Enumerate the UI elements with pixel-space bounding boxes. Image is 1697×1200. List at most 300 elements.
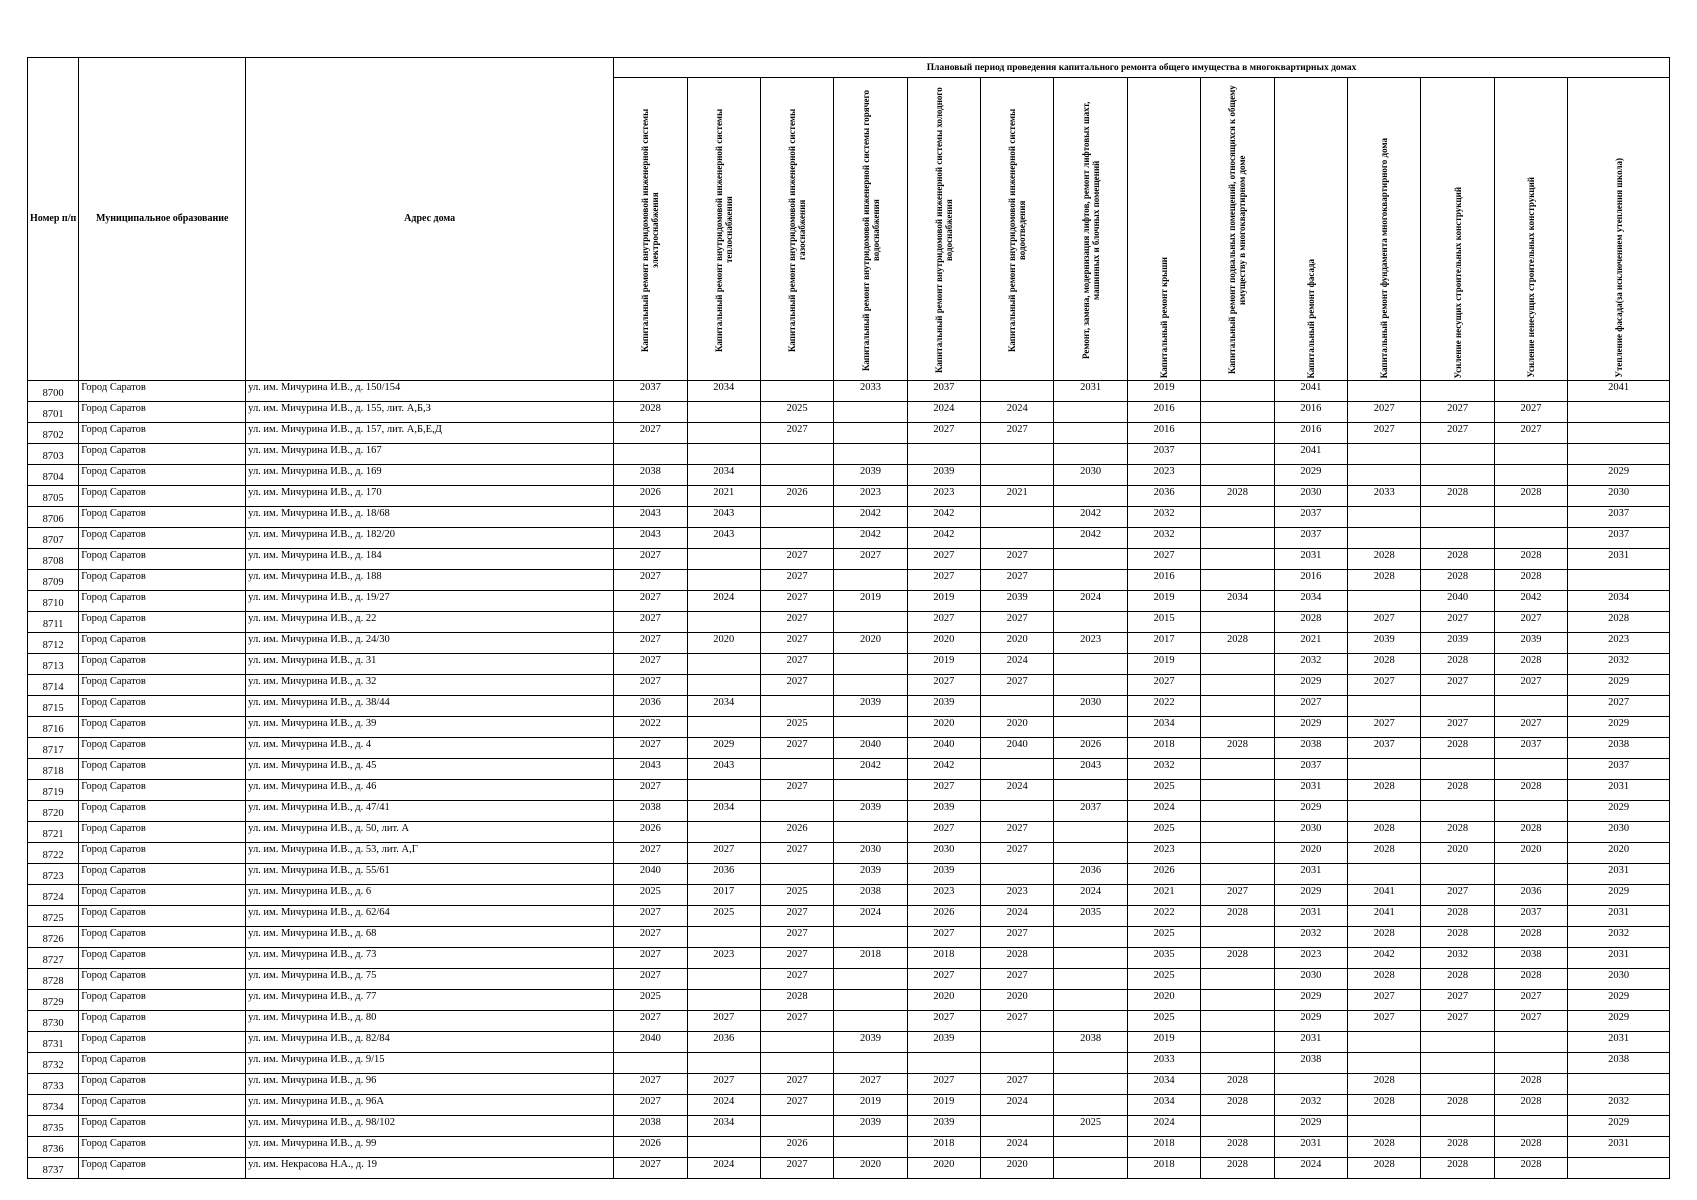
row-year-cell: 2038 xyxy=(1568,1053,1670,1074)
row-year-cell: 2025 xyxy=(1054,1116,1127,1137)
row-year-cell: 2023 xyxy=(1127,465,1200,486)
row-year-cell: 2027 xyxy=(760,843,833,864)
row-year-cell: 2027 xyxy=(1568,696,1670,717)
row-year-cell: 2029 xyxy=(1274,885,1347,906)
table-row xyxy=(28,549,1670,570)
row-year-cell: 2026 xyxy=(907,906,980,927)
row-year-cell: 2027 xyxy=(614,570,687,591)
row-year-cell xyxy=(1201,822,1274,843)
row-year-cell: 2028 xyxy=(1421,1158,1494,1179)
row-year-cell: 2027 xyxy=(981,549,1054,570)
row-year-cell xyxy=(1054,654,1127,675)
row-municipality: Город Саратов xyxy=(79,612,246,633)
row-year-cell: 2020 xyxy=(981,990,1054,1011)
row-year-cell: 2022 xyxy=(614,717,687,738)
row-year-cell: 2028 xyxy=(1494,654,1567,675)
row-year-cell xyxy=(1421,528,1494,549)
row-number: 8729 xyxy=(28,990,79,1011)
table-row xyxy=(28,675,1670,696)
row-year-cell xyxy=(981,381,1054,402)
row-address: ул. им. Мичурина И.В., д. 77 xyxy=(246,990,614,1011)
row-year-cell: 2031 xyxy=(1274,1137,1347,1158)
row-year-cell: 2027 xyxy=(907,927,980,948)
row-number: 8708 xyxy=(28,549,79,570)
row-year-cell: 2027 xyxy=(981,423,1054,444)
row-year-cell xyxy=(1568,570,1670,591)
header-row-top xyxy=(28,58,1670,78)
table-row xyxy=(28,696,1670,717)
row-year-cell: 2037 xyxy=(1348,738,1421,759)
row-year-cell: 2027 xyxy=(1494,990,1567,1011)
row-year-cell xyxy=(1054,1074,1127,1095)
header-work-type xyxy=(1274,78,1347,381)
row-year-cell: 2023 xyxy=(1054,633,1127,654)
row-year-cell xyxy=(834,1137,907,1158)
header-work-type xyxy=(981,78,1054,381)
row-municipality: Город Саратов xyxy=(79,381,246,402)
row-year-cell: 2034 xyxy=(687,696,760,717)
row-year-cell xyxy=(687,927,760,948)
row-municipality: Город Саратов xyxy=(79,990,246,1011)
row-year-cell: 2030 xyxy=(1054,696,1127,717)
row-municipality: Город Саратов xyxy=(79,1011,246,1032)
row-year-cell xyxy=(834,612,907,633)
row-year-cell: 2023 xyxy=(687,948,760,969)
row-year-cell xyxy=(1348,507,1421,528)
row-year-cell: 2043 xyxy=(687,507,760,528)
row-year-cell: 2027 xyxy=(981,969,1054,990)
row-year-cell: 2019 xyxy=(907,1095,980,1116)
row-year-cell: 2028 xyxy=(1421,549,1494,570)
row-year-cell: 2027 xyxy=(1348,717,1421,738)
row-year-cell: 2030 xyxy=(1054,465,1127,486)
row-year-cell: 2027 xyxy=(760,738,833,759)
row-year-cell: 2027 xyxy=(1348,402,1421,423)
row-year-cell xyxy=(1494,444,1567,465)
row-year-cell: 2024 xyxy=(1054,591,1127,612)
row-year-cell: 2039 xyxy=(834,1032,907,1053)
row-year-cell: 2023 xyxy=(1568,633,1670,654)
row-year-cell xyxy=(760,1032,833,1053)
row-year-cell xyxy=(834,423,907,444)
table-row xyxy=(28,780,1670,801)
row-year-cell: 2027 xyxy=(614,906,687,927)
row-year-cell: 2028 xyxy=(1494,780,1567,801)
row-year-cell xyxy=(1054,1053,1127,1074)
header-work-type xyxy=(1421,78,1494,381)
table-row xyxy=(28,822,1670,843)
row-year-cell xyxy=(1201,402,1274,423)
row-year-cell: 2026 xyxy=(1054,738,1127,759)
capital-repair-table xyxy=(27,57,1670,1179)
row-municipality: Город Саратов xyxy=(79,801,246,822)
row-year-cell: 2039 xyxy=(907,465,980,486)
row-year-cell xyxy=(760,465,833,486)
row-year-cell: 2022 xyxy=(1127,696,1200,717)
header-work-type-label: Капитальный ремонт внутридомовой инженерной системы теплоснабжения xyxy=(713,108,734,352)
row-municipality: Город Саратов xyxy=(79,528,246,549)
row-year-cell xyxy=(1054,843,1127,864)
row-year-cell: 2034 xyxy=(687,801,760,822)
row-year-cell xyxy=(1421,696,1494,717)
header-work-type-label: Капитальный ремонт внутридомовой инженерной системы электроснабжения xyxy=(640,108,661,352)
row-year-cell: 2042 xyxy=(907,759,980,780)
row-year-cell xyxy=(1054,969,1127,990)
row-year-cell: 2039 xyxy=(907,1116,980,1137)
table-row xyxy=(28,423,1670,444)
row-year-cell: 2027 xyxy=(907,969,980,990)
row-year-cell: 2034 xyxy=(1127,1095,1200,1116)
row-year-cell xyxy=(1421,465,1494,486)
row-year-cell xyxy=(1054,1011,1127,1032)
row-year-cell: 2024 xyxy=(981,654,1054,675)
row-year-cell xyxy=(760,381,833,402)
row-year-cell: 2028 xyxy=(1348,1137,1421,1158)
row-year-cell xyxy=(981,696,1054,717)
row-year-cell: 2027 xyxy=(907,822,980,843)
row-year-cell: 2027 xyxy=(1421,717,1494,738)
row-year-cell: 2042 xyxy=(1054,528,1127,549)
row-year-cell: 2027 xyxy=(1421,612,1494,633)
row-year-cell xyxy=(1201,717,1274,738)
row-year-cell xyxy=(1054,822,1127,843)
row-year-cell: 2026 xyxy=(614,822,687,843)
row-year-cell: 2021 xyxy=(981,486,1054,507)
header-work-type-label: Капитальный ремонт внутридомовой инженерной системы холодного водоснабжения xyxy=(933,87,954,373)
row-year-cell xyxy=(1348,465,1421,486)
row-year-cell: 2027 xyxy=(981,1074,1054,1095)
row-address: ул. им. Мичурина И.В., д. 75 xyxy=(246,969,614,990)
row-year-cell: 2034 xyxy=(687,1116,760,1137)
row-year-cell: 2027 xyxy=(907,780,980,801)
row-year-cell: 2028 xyxy=(1201,486,1274,507)
table-row xyxy=(28,507,1670,528)
row-year-cell xyxy=(1201,507,1274,528)
row-year-cell: 2037 xyxy=(1494,738,1567,759)
row-year-cell: 2024 xyxy=(687,1095,760,1116)
row-year-cell: 2042 xyxy=(834,528,907,549)
row-year-cell: 2027 xyxy=(614,423,687,444)
row-year-cell: 2032 xyxy=(1127,528,1200,549)
row-number: 8718 xyxy=(28,759,79,780)
row-year-cell xyxy=(1054,675,1127,696)
row-municipality: Город Саратов xyxy=(79,717,246,738)
row-year-cell: 2028 xyxy=(1494,570,1567,591)
row-year-cell: 2027 xyxy=(1274,696,1347,717)
row-year-cell: 2025 xyxy=(760,885,833,906)
capital-repair-schedule-sheet xyxy=(27,57,1670,1179)
row-year-cell: 2028 xyxy=(1494,549,1567,570)
row-number: 8719 xyxy=(28,780,79,801)
row-number: 8724 xyxy=(28,885,79,906)
row-year-cell: 2028 xyxy=(1348,654,1421,675)
row-year-cell: 2021 xyxy=(687,486,760,507)
row-year-cell xyxy=(1494,1116,1567,1137)
row-year-cell: 2028 xyxy=(1494,1095,1567,1116)
row-year-cell: 2037 xyxy=(907,381,980,402)
table-row xyxy=(28,1032,1670,1053)
row-year-cell: 2042 xyxy=(834,507,907,528)
header-work-type xyxy=(1201,78,1274,381)
header-work-type-label: Усиление ненесущих строительных конструкций xyxy=(1526,177,1537,378)
table-body xyxy=(28,381,1670,1179)
row-year-cell: 2024 xyxy=(981,1137,1054,1158)
row-year-cell: 2040 xyxy=(1421,591,1494,612)
row-number: 8733 xyxy=(28,1074,79,1095)
row-year-cell xyxy=(687,444,760,465)
row-year-cell xyxy=(1201,759,1274,780)
row-address: ул. им. Мичурина И.В., д. 22 xyxy=(246,612,614,633)
row-municipality: Город Саратов xyxy=(79,1095,246,1116)
row-year-cell: 2025 xyxy=(1127,780,1200,801)
row-year-cell: 2039 xyxy=(907,801,980,822)
row-year-cell xyxy=(1201,444,1274,465)
header-work-type xyxy=(760,78,833,381)
row-address: ул. им. Мичурина И.В., д. 45 xyxy=(246,759,614,780)
row-municipality: Город Саратов xyxy=(79,654,246,675)
row-year-cell xyxy=(834,1011,907,1032)
row-year-cell: 2032 xyxy=(1421,948,1494,969)
row-year-cell: 2034 xyxy=(1201,591,1274,612)
row-year-cell: 2037 xyxy=(1054,801,1127,822)
row-address: ул. им. Мичурина И.В., д. 9/15 xyxy=(246,1053,614,1074)
row-year-cell: 2019 xyxy=(1127,1032,1200,1053)
row-year-cell xyxy=(1201,465,1274,486)
row-year-cell xyxy=(1054,549,1127,570)
row-year-cell: 2027 xyxy=(1421,675,1494,696)
row-municipality: Город Саратов xyxy=(79,696,246,717)
row-year-cell: 2038 xyxy=(834,885,907,906)
row-year-cell: 2019 xyxy=(907,591,980,612)
row-address: ул. им. Мичурина И.В., д. 6 xyxy=(246,885,614,906)
header-work-type xyxy=(834,78,907,381)
row-year-cell: 2019 xyxy=(1127,381,1200,402)
row-municipality: Город Саратов xyxy=(79,969,246,990)
table-row xyxy=(28,948,1670,969)
header-work-type-label: Усиление несущих строительных конструкций xyxy=(1452,186,1463,378)
row-address: ул. им. Мичурина И.В., д. 99 xyxy=(246,1137,614,1158)
row-number: 8717 xyxy=(28,738,79,759)
row-year-cell xyxy=(1274,1074,1347,1095)
row-year-cell: 2020 xyxy=(981,633,1054,654)
row-year-cell: 2028 xyxy=(1421,486,1494,507)
row-year-cell: 2034 xyxy=(1568,591,1670,612)
row-municipality: Город Саратов xyxy=(79,738,246,759)
row-year-cell: 2019 xyxy=(834,1095,907,1116)
row-year-cell: 2027 xyxy=(760,549,833,570)
row-year-cell: 2018 xyxy=(1127,1158,1200,1179)
row-year-cell: 2024 xyxy=(1127,801,1200,822)
header-work-type xyxy=(907,78,980,381)
row-year-cell: 2027 xyxy=(760,1011,833,1032)
table-row xyxy=(28,990,1670,1011)
header-municipality: Муниципальное образование xyxy=(79,58,246,381)
row-year-cell: 2027 xyxy=(1348,675,1421,696)
row-year-cell xyxy=(760,507,833,528)
row-year-cell: 2033 xyxy=(834,381,907,402)
row-address: ул. им. Мичурина И.В., д. 157, лит. А,Б,Е,Д xyxy=(246,423,614,444)
row-address: ул. им. Мичурина И.В., д. 167 xyxy=(246,444,614,465)
row-year-cell: 2021 xyxy=(1127,885,1200,906)
row-year-cell: 2037 xyxy=(614,381,687,402)
row-address: ул. им. Мичурина И.В., д. 184 xyxy=(246,549,614,570)
table-header xyxy=(28,58,1670,381)
row-year-cell: 2039 xyxy=(834,801,907,822)
row-year-cell xyxy=(834,717,907,738)
row-year-cell: 2027 xyxy=(687,1074,760,1095)
row-year-cell xyxy=(1054,486,1127,507)
row-year-cell: 2037 xyxy=(1568,528,1670,549)
row-year-cell: 2028 xyxy=(614,402,687,423)
header-work-type xyxy=(1348,78,1421,381)
row-year-cell: 2024 xyxy=(981,402,1054,423)
row-year-cell: 2034 xyxy=(1127,1074,1200,1095)
row-year-cell xyxy=(760,1116,833,1137)
row-year-cell: 2041 xyxy=(1274,381,1347,402)
header-planned-period: Плановый период проведения капитального ремонта общего имущества в многоквартирных домах xyxy=(614,58,1670,78)
row-year-cell: 2030 xyxy=(1568,969,1670,990)
row-year-cell: 2019 xyxy=(1127,591,1200,612)
row-year-cell xyxy=(1348,528,1421,549)
table-row xyxy=(28,843,1670,864)
row-address: ул. им. Мичурина И.В., д. 170 xyxy=(246,486,614,507)
row-year-cell xyxy=(1348,864,1421,885)
row-year-cell: 2020 xyxy=(1421,843,1494,864)
row-year-cell: 2028 xyxy=(981,948,1054,969)
row-year-cell: 2040 xyxy=(614,864,687,885)
row-year-cell xyxy=(981,465,1054,486)
row-year-cell xyxy=(687,549,760,570)
row-year-cell xyxy=(1201,381,1274,402)
row-year-cell: 2020 xyxy=(1568,843,1670,864)
row-year-cell xyxy=(834,675,907,696)
row-year-cell: 2037 xyxy=(1274,528,1347,549)
row-year-cell xyxy=(834,1053,907,1074)
row-year-cell: 2027 xyxy=(614,612,687,633)
row-address: ул. им. Мичурина И.В., д. 50, лит. А xyxy=(246,822,614,843)
row-year-cell: 2030 xyxy=(834,843,907,864)
row-year-cell: 2024 xyxy=(981,780,1054,801)
row-year-cell: 2027 xyxy=(614,633,687,654)
row-year-cell: 2018 xyxy=(907,948,980,969)
row-year-cell xyxy=(1054,402,1127,423)
row-year-cell: 2027 xyxy=(760,780,833,801)
row-year-cell xyxy=(1421,1053,1494,1074)
row-year-cell xyxy=(687,402,760,423)
row-year-cell: 2039 xyxy=(907,864,980,885)
row-year-cell xyxy=(1201,969,1274,990)
row-year-cell xyxy=(834,444,907,465)
row-year-cell xyxy=(834,822,907,843)
row-year-cell: 2030 xyxy=(1568,822,1670,843)
row-year-cell: 2031 xyxy=(1274,1032,1347,1053)
row-year-cell: 2031 xyxy=(1568,864,1670,885)
row-year-cell: 2028 xyxy=(1201,633,1274,654)
row-year-cell: 2032 xyxy=(1274,927,1347,948)
row-municipality: Город Саратов xyxy=(79,1074,246,1095)
row-year-cell: 2024 xyxy=(834,906,907,927)
row-year-cell: 2028 xyxy=(1201,1137,1274,1158)
row-year-cell: 2027 xyxy=(1421,423,1494,444)
row-year-cell xyxy=(1201,549,1274,570)
row-year-cell xyxy=(1201,927,1274,948)
row-municipality: Город Саратов xyxy=(79,759,246,780)
row-year-cell: 2028 xyxy=(1348,1158,1421,1179)
row-address: ул. им. Мичурина И.В., д. 4 xyxy=(246,738,614,759)
row-year-cell: 2020 xyxy=(907,717,980,738)
table-row xyxy=(28,885,1670,906)
row-year-cell: 2025 xyxy=(760,717,833,738)
row-number: 8710 xyxy=(28,591,79,612)
row-year-cell: 2019 xyxy=(907,654,980,675)
row-number: 8711 xyxy=(28,612,79,633)
row-year-cell: 2040 xyxy=(834,738,907,759)
table-row xyxy=(28,654,1670,675)
row-number: 8723 xyxy=(28,864,79,885)
row-number: 8737 xyxy=(28,1158,79,1179)
row-year-cell xyxy=(687,969,760,990)
row-year-cell: 2027 xyxy=(1348,612,1421,633)
row-year-cell: 2027 xyxy=(614,1011,687,1032)
row-year-cell: 2034 xyxy=(687,381,760,402)
header-work-type-label: Капитальный ремонт крыши xyxy=(1159,256,1170,378)
row-year-cell: 2025 xyxy=(614,885,687,906)
row-address: ул. им. Мичурина И.В., д. 55/61 xyxy=(246,864,614,885)
row-municipality: Город Саратов xyxy=(79,486,246,507)
row-year-cell: 2027 xyxy=(981,927,1054,948)
row-address: ул. им. Мичурина И.В., д. 18/68 xyxy=(246,507,614,528)
row-year-cell: 2027 xyxy=(907,1011,980,1032)
row-address: ул. им. Мичурина И.В., д. 32 xyxy=(246,675,614,696)
header-work-type xyxy=(687,78,760,381)
row-year-cell: 2027 xyxy=(760,570,833,591)
row-year-cell xyxy=(1054,444,1127,465)
row-year-cell: 2039 xyxy=(981,591,1054,612)
row-year-cell: 2035 xyxy=(1127,948,1200,969)
row-year-cell: 2037 xyxy=(1568,507,1670,528)
table-row xyxy=(28,612,1670,633)
table-row xyxy=(28,591,1670,612)
row-year-cell: 2018 xyxy=(907,1137,980,1158)
row-year-cell: 2043 xyxy=(687,528,760,549)
row-year-cell: 2026 xyxy=(1127,864,1200,885)
row-year-cell: 2032 xyxy=(1274,654,1347,675)
row-year-cell: 2028 xyxy=(1421,780,1494,801)
row-year-cell xyxy=(1054,780,1127,801)
row-year-cell: 2031 xyxy=(1568,1032,1670,1053)
row-year-cell: 2028 xyxy=(1348,843,1421,864)
row-address: ул. им. Мичурина И.В., д. 188 xyxy=(246,570,614,591)
row-year-cell: 2032 xyxy=(1127,507,1200,528)
row-number: 8703 xyxy=(28,444,79,465)
row-year-cell xyxy=(1494,1032,1567,1053)
row-year-cell: 2029 xyxy=(1568,675,1670,696)
row-year-cell xyxy=(1421,801,1494,822)
row-municipality: Город Саратов xyxy=(79,444,246,465)
row-year-cell: 2036 xyxy=(614,696,687,717)
row-year-cell: 2038 xyxy=(1494,948,1567,969)
row-year-cell: 2029 xyxy=(1274,1116,1347,1137)
row-year-cell: 2028 xyxy=(1348,549,1421,570)
row-year-cell: 2027 xyxy=(1494,1011,1567,1032)
header-work-type-label: Капитальный ремонт внутридомовой инженерной системы водоотведения xyxy=(1007,108,1028,352)
row-year-cell: 2039 xyxy=(1494,633,1567,654)
row-municipality: Город Саратов xyxy=(79,1116,246,1137)
row-year-cell xyxy=(1421,1032,1494,1053)
row-address: ул. им. Мичурина И.В., д. 82/84 xyxy=(246,1032,614,1053)
row-year-cell: 2027 xyxy=(614,1074,687,1095)
row-year-cell: 2027 xyxy=(981,612,1054,633)
